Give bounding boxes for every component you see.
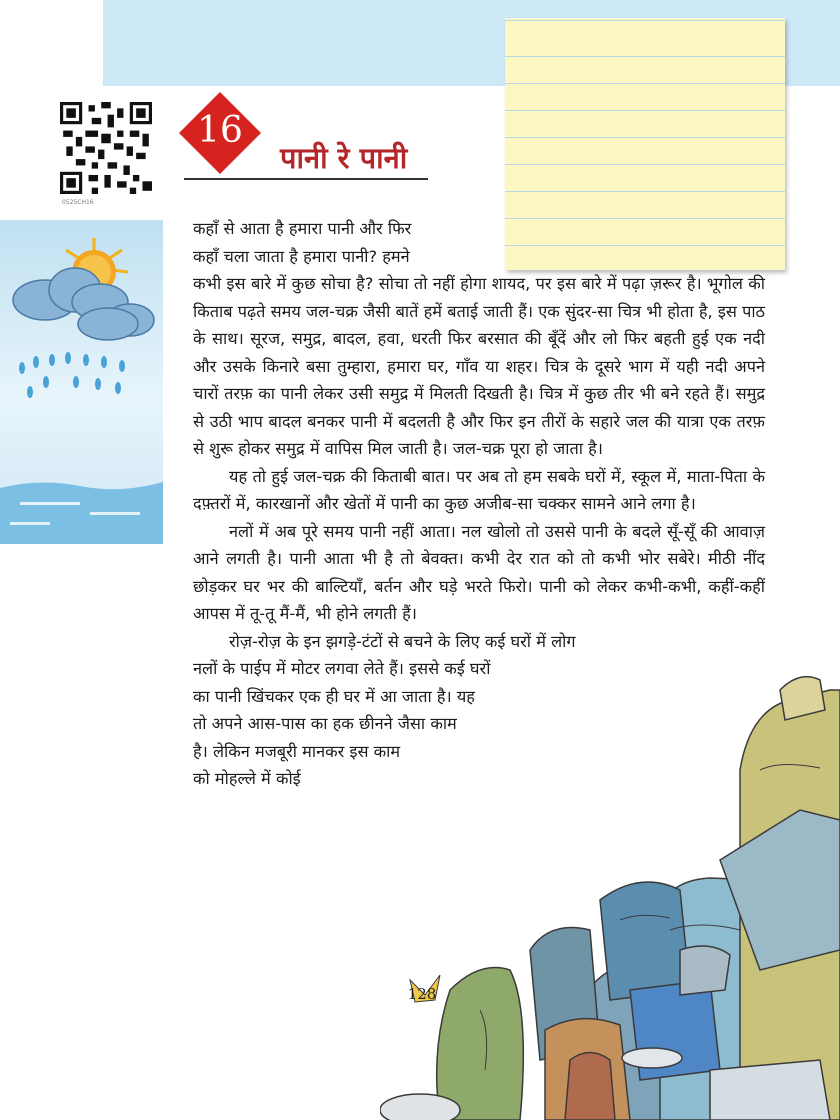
- chapter-title: पानी रे पानी: [280, 141, 408, 175]
- sun-cloud-rain-icon: [0, 220, 163, 544]
- paragraph-4-line-5: है। लेकिन मजबूरी मानकर इस काम: [193, 741, 401, 761]
- chapter-number: 16: [197, 110, 243, 151]
- page-number: 128: [407, 985, 437, 1003]
- weather-panel: [0, 220, 163, 544]
- paragraph-4-line-2: नलों के पाईप में मोटर लगवा लेते हैं। इससे कई घरों: [193, 659, 491, 678]
- paragraph-3: नलों में अब पूरे समय पानी नहीं आता। नल खोलो तो उससे पानी के बदले सूँ-सूँ की आवाज़ आने लगती है। पानी आता भी है तो बेवक्त। कभी देर रात को तो कभी भोर सबेरे। मीठी नींद छोड़कर घर भर की बाल्टियाँ, बर्तन और घड़े भरते फिरो। पानी को लेकर कभी-कभी, कहीं-कहीं आपस में तू-तू मैं-मैं, भी होने लगती हैं।: [193, 521, 765, 623]
- paragraph-2: यह तो हुई जल-चक्र की किताबी बात। पर अब तो हम सबके घरों में, स्कूल में, माता-पिता के दफ़्तरों में, कारखानों और खेतों में पानी का कुछ अजीब-सा चक्कर सामने आने लगा है।: [193, 466, 765, 513]
- paragraph-4-line-4: तो अपने आस-पास का हक छीनने जैसा काम: [193, 714, 457, 733]
- qr-code-icon[interactable]: [60, 102, 152, 194]
- paragraph-4-line-6: को मोहल्ले में कोई: [193, 769, 301, 788]
- water-containers-illustration: [380, 650, 840, 1120]
- paragraph-1-line-2: कहाँ चला जाता है हमारा पानी? हमने: [193, 246, 410, 266]
- title-underline: [184, 178, 428, 180]
- paragraph-4-line-1: रोज़-रोज़ के इन झगड़े-टंटों से बचने के लिए कई घरों में लोग: [229, 631, 576, 651]
- paragraph-1: कभी इस बारे में कुछ सोचा है? सोचा तो नहीं होगा शायद, पर इस बारे में पढ़ा ज़रूर है। भूगोल की किताब पढ़ते समय जल-चक्र जैसी बातें हमें बताई जाती हैं। एक सुंदर-सा चित्र भी होता है, इस पाठ के साथ। सूरज, समुद्र, बादल, हवा, धरती फिर बरसात की बूँदें और लो फिर बहती हुई एक नदी और उसके किनारे बसा तुम्हारा, हमारा घर, गाँव या शहर। चित्र के दूसरे भाग में यही नदी अपने चारों तरफ़ का पानी लेकर उसी समुद्र में मिलती दिखती है। चित्र में कुछ तीर भी बने रहते हैं। समुद्र से उठी भाप बादल बनकर पानी में बदलती है और फिर इन तीरों के सहारे जल की यात्रा एक तरफ़ से शुरू होकर समुद्र में वापिस मिल जाती है। जल-चक्र पूरा हो जाता है।: [193, 274, 765, 458]
- qr-caption: 0525CH16: [62, 199, 94, 206]
- paragraph-1-line-1: कहाँ से आता है हमारा पानी और फिर: [193, 219, 412, 238]
- paragraph-4-line-3: का पानी खिंचकर एक ही घर में आ जाता है। यह: [193, 686, 475, 706]
